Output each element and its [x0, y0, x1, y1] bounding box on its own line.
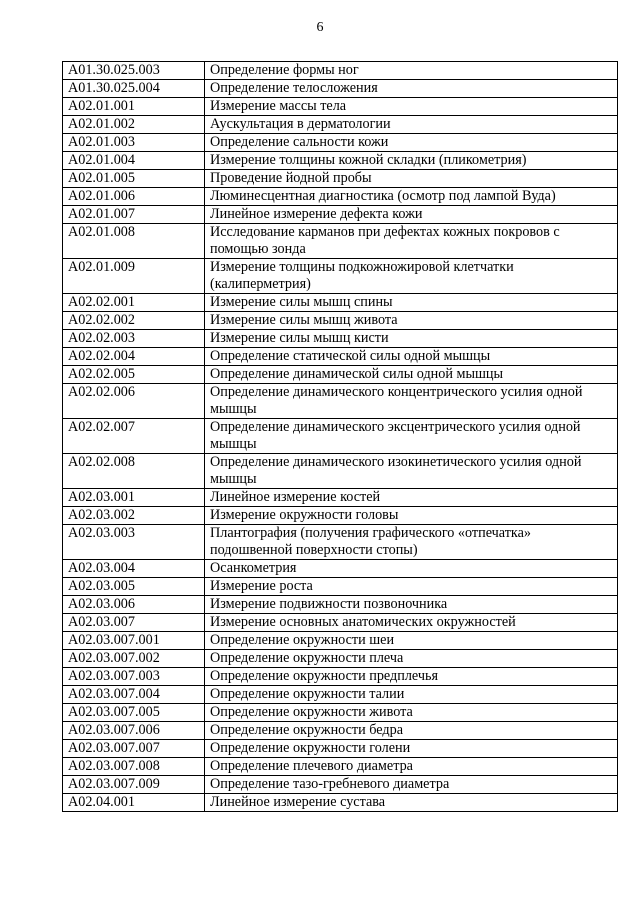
service-name-cell: Измерение массы тела [205, 98, 618, 116]
service-code-cell: A02.01.002 [63, 116, 205, 134]
table-row [63, 294, 618, 312]
table-row [63, 560, 618, 578]
service-code-cell: A02.04.001 [63, 794, 205, 812]
table-row [63, 578, 618, 596]
table-row [63, 758, 618, 776]
table-row [63, 152, 618, 170]
table-row [63, 686, 618, 704]
page-number: 6 [316, 20, 324, 35]
service-name-cell: Измерение основных анатомических окружностей [205, 614, 618, 632]
table-body [63, 62, 618, 812]
table-row [63, 62, 618, 80]
service-name-cell: Линейное измерение сустава [205, 794, 618, 812]
service-code-cell: A02.03.007.005 [63, 704, 205, 722]
service-code-cell: A02.03.003 [63, 525, 205, 560]
table-row [63, 525, 618, 560]
service-code-cell: A02.02.007 [63, 419, 205, 454]
service-code-cell: A02.03.007.007 [63, 740, 205, 758]
service-name-cell: Измерение силы мышц живота [205, 312, 618, 330]
service-name-cell: Определение статической силы одной мышцы [205, 348, 618, 366]
service-name-cell: Измерение толщины кожной складки (пликометрия) [205, 152, 618, 170]
service-code-cell: A02.03.002 [63, 507, 205, 525]
service-code-cell: A02.02.001 [63, 294, 205, 312]
service-code-cell: A02.03.005 [63, 578, 205, 596]
table-row [63, 776, 618, 794]
table-row [63, 188, 618, 206]
service-code-cell: A02.01.006 [63, 188, 205, 206]
service-code-cell: A02.02.002 [63, 312, 205, 330]
service-name-cell: Измерение подвижности позвоночника [205, 596, 618, 614]
service-name-cell: Измерение силы мышц спины [205, 294, 618, 312]
service-name-cell: Определение окружности живота [205, 704, 618, 722]
service-name-cell: Исследование карманов при дефектах кожных покровов с помощью зонда [205, 224, 618, 259]
service-code-cell: A02.03.004 [63, 560, 205, 578]
service-code-cell: A02.02.005 [63, 366, 205, 384]
service-name-cell: Определение окружности бедра [205, 722, 618, 740]
service-code-cell: A02.03.007 [63, 614, 205, 632]
service-name-cell: Измерение силы мышц кисти [205, 330, 618, 348]
service-name-cell: Определение сальности кожи [205, 134, 618, 152]
table-row [63, 384, 618, 419]
service-name-cell: Определение динамической силы одной мышцы [205, 366, 618, 384]
table-row [63, 596, 618, 614]
service-name-cell: Аускультация в дерматологии [205, 116, 618, 134]
table-row [63, 206, 618, 224]
service-code-cell: A02.03.007.009 [63, 776, 205, 794]
table-row [63, 348, 618, 366]
table-row [63, 312, 618, 330]
service-name-cell: Определение тазо-гребневого диаметра [205, 776, 618, 794]
table-row [63, 80, 618, 98]
service-name-cell: Определение окружности талии [205, 686, 618, 704]
service-name-cell: Люминесцентная диагностика (осмотр под лампой Вуда) [205, 188, 618, 206]
service-code-cell: A02.02.003 [63, 330, 205, 348]
service-code-cell: A02.02.004 [63, 348, 205, 366]
service-name-cell: Определение окружности шеи [205, 632, 618, 650]
service-name-cell: Линейное измерение дефекта кожи [205, 206, 618, 224]
table-row [63, 704, 618, 722]
service-code-cell: A02.01.005 [63, 170, 205, 188]
service-code-cell: A02.01.004 [63, 152, 205, 170]
service-name-cell: Определение окружности плеча [205, 650, 618, 668]
service-code-cell: A01.30.025.004 [63, 80, 205, 98]
table-row [63, 116, 618, 134]
table-row [63, 330, 618, 348]
service-code-cell: A02.01.003 [63, 134, 205, 152]
service-code-cell: A02.03.007.001 [63, 632, 205, 650]
table-row [63, 507, 618, 525]
service-code-cell: A02.01.009 [63, 259, 205, 294]
service-code-cell: A02.01.001 [63, 98, 205, 116]
table-row [63, 794, 618, 812]
service-name-cell: Определение телосложения [205, 80, 618, 98]
service-code-cell: A02.02.006 [63, 384, 205, 419]
table-row [63, 614, 618, 632]
service-code-cell: A02.03.001 [63, 489, 205, 507]
service-name-cell: Определение плечевого диаметра [205, 758, 618, 776]
service-name-cell: Плантография (получения графического «отпечатка» подошвенной поверхности стопы) [205, 525, 618, 560]
table-row [63, 366, 618, 384]
service-code-cell: A02.01.007 [63, 206, 205, 224]
table-row [63, 134, 618, 152]
table-row [63, 722, 618, 740]
service-code-cell: A02.03.006 [63, 596, 205, 614]
table-row [63, 454, 618, 489]
table-row [63, 740, 618, 758]
table-row [63, 489, 618, 507]
table-row [63, 170, 618, 188]
service-name-cell: Определение окружности голени [205, 740, 618, 758]
service-name-cell: Проведение йодной пробы [205, 170, 618, 188]
service-code-cell: A02.03.007.008 [63, 758, 205, 776]
table-row [63, 98, 618, 116]
table-row [63, 419, 618, 454]
table-row [63, 632, 618, 650]
service-name-cell: Измерение окружности головы [205, 507, 618, 525]
service-name-cell: Линейное измерение костей [205, 489, 618, 507]
table-row [63, 650, 618, 668]
service-code-cell: A01.30.025.003 [63, 62, 205, 80]
service-code-cell: A02.01.008 [63, 224, 205, 259]
service-code-cell: A02.03.007.003 [63, 668, 205, 686]
service-name-cell: Определение динамического концентрического усилия одной мышцы [205, 384, 618, 419]
service-code-cell: A02.02.008 [63, 454, 205, 489]
table-row [63, 259, 618, 294]
service-name-cell: Определение динамического изокинетического усилия одной мышцы [205, 454, 618, 489]
service-code-cell: A02.03.007.006 [63, 722, 205, 740]
service-codes-table [62, 61, 618, 812]
service-name-cell: Осанкометрия [205, 560, 618, 578]
service-code-cell: A02.03.007.004 [63, 686, 205, 704]
service-name-cell: Измерение толщины подкожножировой клетчатки (калиперметрия) [205, 259, 618, 294]
table-row [63, 668, 618, 686]
service-name-cell: Определение динамического эксцентрического усилия одной мышцы [205, 419, 618, 454]
service-code-cell: A02.03.007.002 [63, 650, 205, 668]
table-row [63, 224, 618, 259]
service-name-cell: Определение формы ног [205, 62, 618, 80]
service-name-cell: Измерение роста [205, 578, 618, 596]
service-name-cell: Определение окружности предплечья [205, 668, 618, 686]
